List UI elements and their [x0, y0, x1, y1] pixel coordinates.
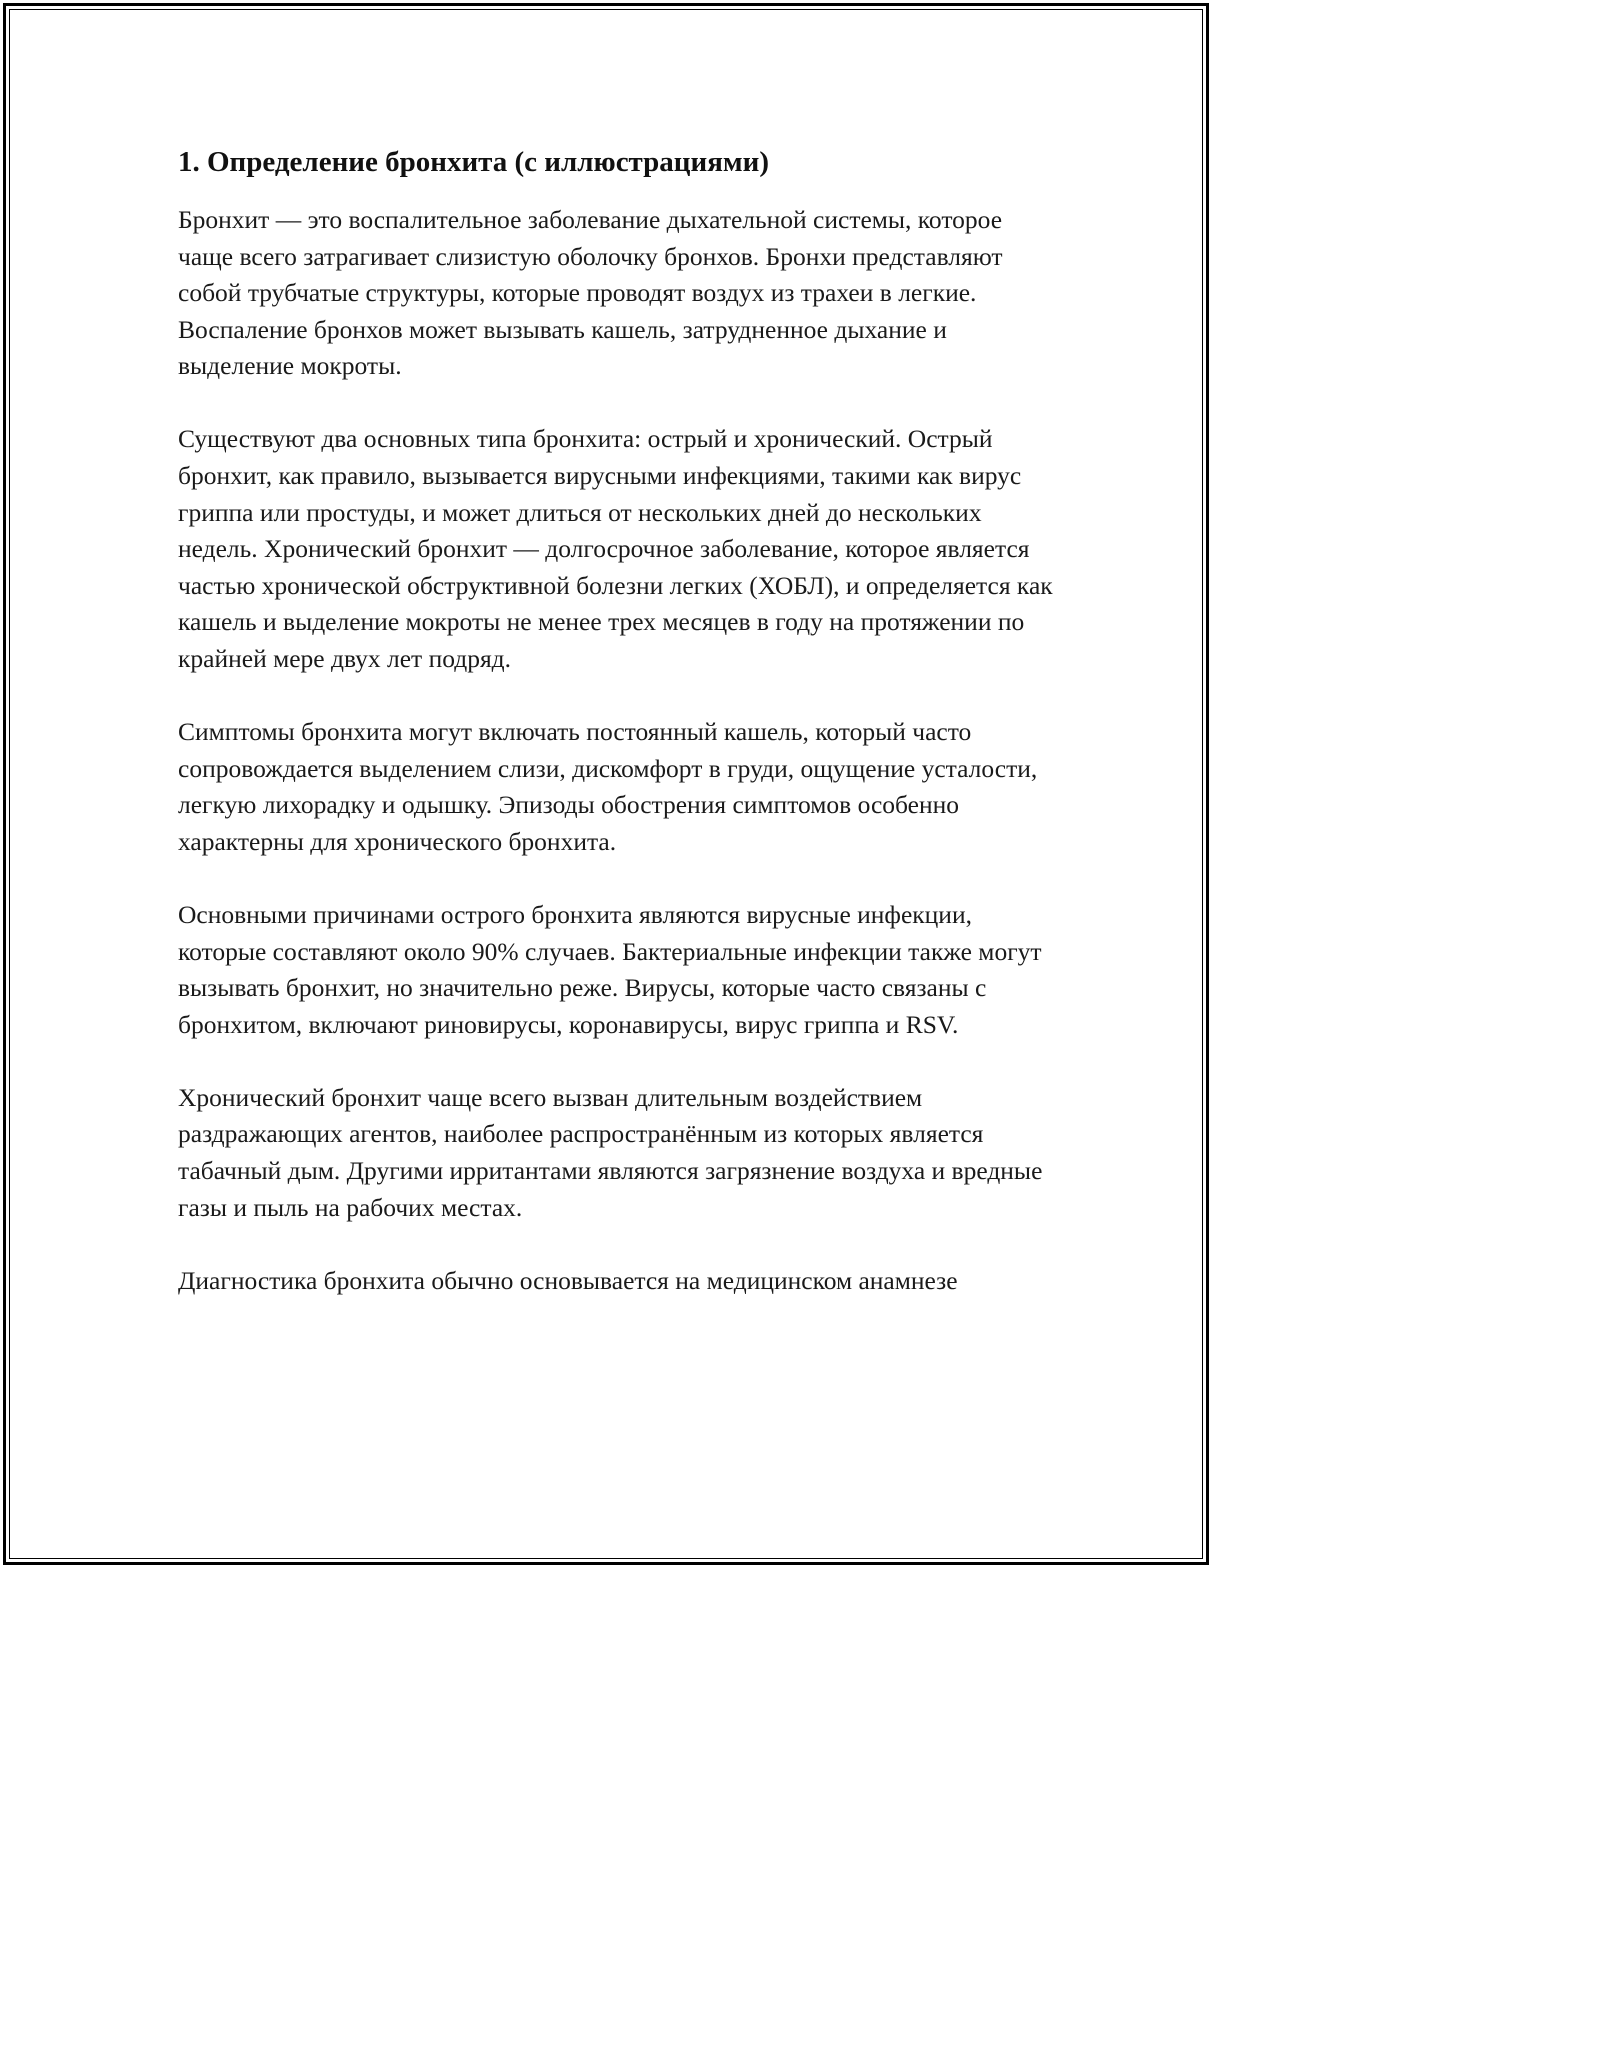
- paragraph-chronic-causes: Хронический бронхит чаще всего вызван длительным воздействием раздражающих агентов, наиболее распространённым из которых является табачный дым. Другими ирритантами являются загрязнение воздуха и вредные газы и пыль на рабочих местах.: [178, 1082, 1043, 1222]
- paragraph-definition: Бронхит — это воспалительное заболевание дыхательной системы, которое чаще всего затрагивает слизистую оболочку бронхов. Бронхи представляют собой трубчатые структуры, которые проводят воздух из трахеи в легкие. Воспаление бронхов может вызывать кашель, затрудненное дыхание и выделение мокроты.: [178, 205, 1003, 381]
- paragraph-types: Существуют два основных типа бронхита: острый и хронический. Острый бронхит, как правило, вызывается вирусными инфекциями, такими как вирус гриппа или простуды, и может длиться от нескольких дней до нескольких недель. Хронический бронхит — долгосрочное заболевание, которое является частью хронической обструктивной болезни легких (ХОБЛ), и определяется как кашель и выделение мокроты не менее трех месяцев в году на протяжении по крайней мере двух лет подряд.: [178, 424, 1053, 674]
- document-body: [178, 141, 1058, 1336]
- paragraph-acute-causes: Основными причинами острого бронхита являются вирусные инфекции, которые составляют около 90% случаев. Бактериальные инфекции также могут вызывать бронхит, но значительно реже. Вирусы, которые часто связаны с бронхитом, включают риновирусы, коронавирусы, вирус гриппа и RSV.: [178, 900, 1042, 1039]
- paragraph-symptoms: Симптомы бронхита могут включать постоянный кашель, который часто сопровождается выделением слизи, дискомфорт в груди, ощущение усталости, легкую лихорадку и одышку. Эпизоды обострения симптомов особенно характерны для хронического бронхита.: [178, 717, 1038, 856]
- paragraph-diagnostics: Диагностика бронхита обычно основывается на медицинском анамнезе: [178, 1265, 958, 1295]
- section-heading: 1. Определение бронхита (с иллюстрациями): [178, 146, 770, 178]
